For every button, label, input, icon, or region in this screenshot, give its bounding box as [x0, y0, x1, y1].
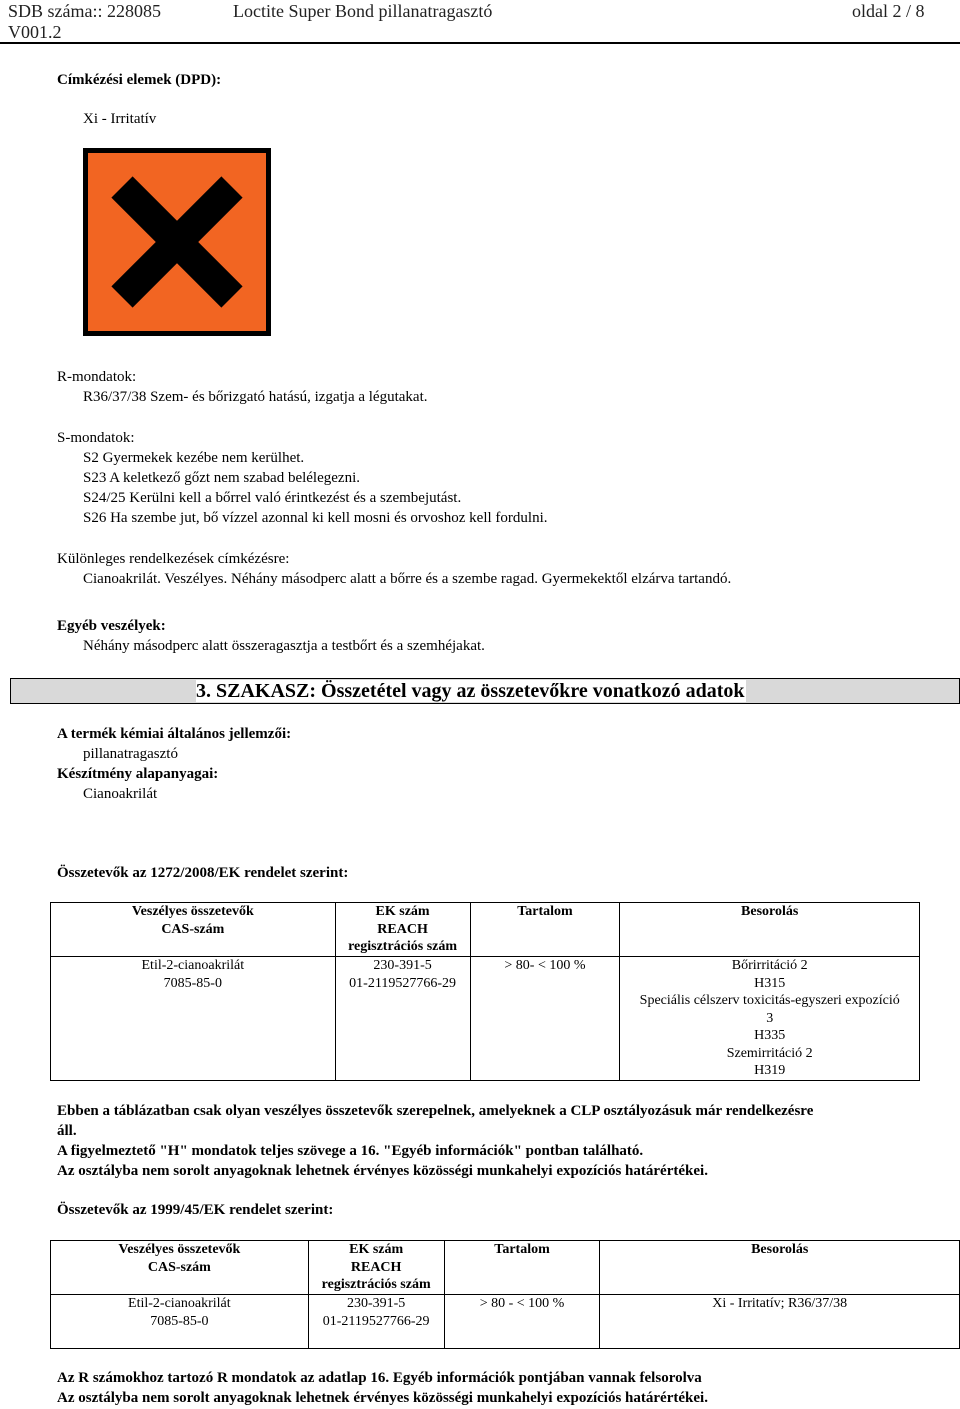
- table1-note: A figyelmeztető "H" mondatok teljes szövege a 16. "Egyéb információk" pontban található.: [57, 1143, 644, 1159]
- s-phrase: S26 Ha szembe jut, bő vízzel azonnal ki kell mosni és orvoshoz kell fordulni.: [83, 510, 548, 526]
- composition-table-dpd: [50, 1240, 960, 1349]
- s-phrase: S24/25 Kerülni kell a bőrrel való érintkezést és a szembejutást.: [83, 490, 462, 506]
- table-cell: > 80- < 100 %: [470, 957, 620, 1081]
- base-substances-title: Készítmény alapanyagai:: [57, 766, 219, 782]
- header-cell: Veszélyes összetevők CAS-szám: [51, 1241, 309, 1295]
- table2-note: Az osztályba nem sorolt anyagoknak lehetnek érvényes közösségi munkahelyi expozíciós határértékei.: [57, 1390, 708, 1406]
- doc-id: SDB száma:: 228085: [8, 1, 161, 21]
- hazard-class: Xi - Irritatív: [83, 111, 157, 127]
- base-substances-value: Cianoakrilát: [83, 786, 158, 802]
- header-cell: Veszélyes összetevők CAS-szám: [51, 903, 336, 957]
- r-phrase: R36/37/38 Szem- és bőrizgató hatású, izgatja a légutakat.: [83, 389, 428, 405]
- section-3-header: [10, 678, 960, 704]
- chemical-characterization-value: pillanatragasztó: [83, 746, 178, 762]
- table1-title: Összetevők az 1272/2008/EK rendelet szerint:: [57, 865, 349, 881]
- s-phrase: S23 A keletkező gőzt nem szabad belélegezni.: [83, 470, 360, 486]
- header-cell: Tartalom: [444, 1241, 600, 1295]
- table-row: [51, 957, 920, 1081]
- table1-note: Az osztályba nem sorolt anyagoknak lehetnek érvényes közösségi munkahelyi expozíciós határértékei.: [57, 1163, 708, 1179]
- table-cell: 230-391-5 01-2119527766-29: [308, 1295, 444, 1349]
- page-number: oldal 2 / 8: [852, 1, 925, 21]
- table1-note: áll.: [57, 1123, 77, 1139]
- table-cell: Xi - Irritatív; R36/37/38: [600, 1295, 960, 1349]
- table-header-row: [51, 903, 920, 957]
- labelling-title: Címkézési elemek (DPD):: [57, 72, 222, 88]
- special-provisions-title: Különleges rendelkezések címkézésre:: [57, 551, 290, 567]
- irritant-x-icon: [83, 148, 271, 336]
- composition-table-clp: [50, 902, 920, 1081]
- header-cell: Besorolás: [620, 903, 920, 957]
- other-hazards-text: Néhány másodperc alatt összeragasztja a testbőrt és a szemhéjakat.: [83, 638, 485, 654]
- special-provisions-text: Cianoakrilát. Veszélyes. Néhány másodperc alatt a bőrre és a szembe ragad. Gyermekektől elzárva tartandó.: [83, 571, 732, 587]
- page-header: [0, 0, 960, 44]
- doc-version: V001.2: [8, 22, 62, 42]
- s-phrase: S2 Gyermekek kezébe nem kerülhet.: [83, 450, 305, 466]
- table-cell: Etil-2-cianoakrilát 7085-85-0: [51, 1295, 309, 1349]
- table2-title: Összetevők az 1999/45/EK rendelet szerint:: [57, 1202, 334, 1218]
- table-cell: > 80 - < 100 %: [444, 1295, 600, 1349]
- product-name: Loctite Super Bond pillanatragasztó: [233, 1, 493, 21]
- header-cell: EK szám REACH regisztrációs szám: [308, 1241, 444, 1295]
- table-cell: 230-391-5 01-2119527766-29: [335, 957, 470, 1081]
- header-cell: Tartalom: [470, 903, 620, 957]
- header-cell: Besorolás: [600, 1241, 960, 1295]
- chemical-characterization-title: A termék kémiai általános jellemzői:: [57, 726, 292, 742]
- table-row: [51, 1295, 960, 1349]
- table2-note: Az R számokhoz tartozó R mondatok az adatlap 16. Egyéb információk pontjában vannak felsorolva: [57, 1370, 702, 1386]
- section-3-title: 3. SZAKASZ: Összetétel vagy az összetevőkre vonatkozó adatok: [196, 680, 745, 702]
- s-phrases-title: S-mondatok:: [57, 430, 135, 446]
- table1-note: Ebben a táblázatban csak olyan veszélyes összetevők szerepelnek, amelyeknek a CLP osztályozásuk már rendelkezésre: [57, 1103, 814, 1119]
- table-cell: Etil-2-cianoakrilát 7085-85-0: [51, 957, 336, 1081]
- table-header-row: [51, 1241, 960, 1295]
- r-phrases-title: R-mondatok:: [57, 369, 137, 385]
- table-cell: Bőrirritáció 2 H315 Speciális célszerv toxicitás-egyszeri expozíció 3 H335 Szemirritáció 2 H319: [620, 957, 920, 1081]
- header-cell: EK szám REACH regisztrációs szám: [335, 903, 470, 957]
- other-hazards-title: Egyéb veszélyek:: [57, 618, 166, 634]
